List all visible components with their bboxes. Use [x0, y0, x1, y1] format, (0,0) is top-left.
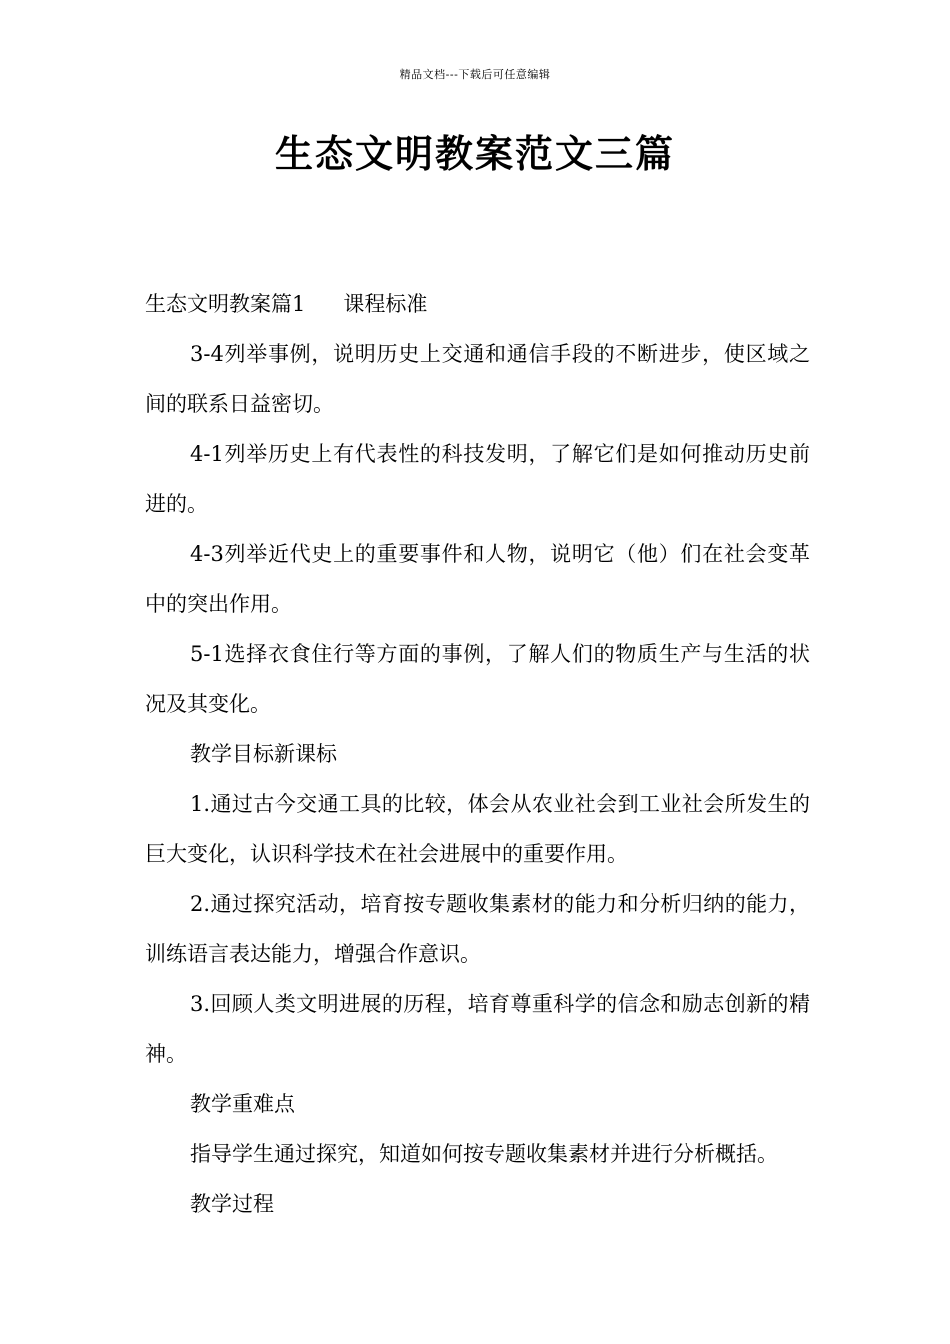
paragraph-objective-3: 3.回顾人类文明进展的历程，培育尊重科学的信念和励志创新的精神。 [145, 992, 810, 1066]
section-heading-title: 生态文明教案篇1 [145, 292, 306, 316]
paragraph-objective-2: 2.通过探究活动，培育按专题收集素材的能力和分析归纳的能力，训练语言表达能力，增强合作意识。 [145, 892, 810, 966]
heading-key-difficulties: 教学重难点 [190, 1092, 295, 1116]
document-body [145, 279, 810, 1229]
paragraph-objective-1: 1.通过古今交通工具的比较，体会从农业社会到工业社会所发生的巨大变化，认识科学技术在社会进展中的重要作用。 [145, 792, 810, 866]
heading-teaching-objectives: 教学目标新课标 [190, 742, 337, 766]
document-title: 生态文明教案范文三篇 [274, 131, 675, 176]
paragraph-standard-5-1: 5-1选择衣食住行等方面的事例，了解人们的物质生产与生活的状况及其变化。 [145, 642, 810, 716]
paragraph-standard-4-3: 4-3列举近代史上的重要事件和人物，说明它（他）们在社会变革中的突出作用。 [145, 542, 810, 616]
heading-teaching-process: 教学过程 [190, 1192, 274, 1216]
paragraph-key-difficulties: 指导学生通过探究，知道如何按专题收集素材并进行分析概括。 [190, 1142, 778, 1166]
section-heading [145, 279, 810, 329]
paragraph-standard-3-4: 3-4列举事例，说明历史上交通和通信手段的不断进步，使区域之间的联系日益密切。 [145, 342, 810, 416]
paragraph-standard-4-1: 4-1列举历史上有代表性的科技发明，了解它们是如何推动历史前进的。 [145, 442, 810, 516]
header-note: 精品文档---下载后可任意编辑 [399, 68, 551, 81]
section-heading-subtitle: 课程标准 [343, 292, 428, 316]
